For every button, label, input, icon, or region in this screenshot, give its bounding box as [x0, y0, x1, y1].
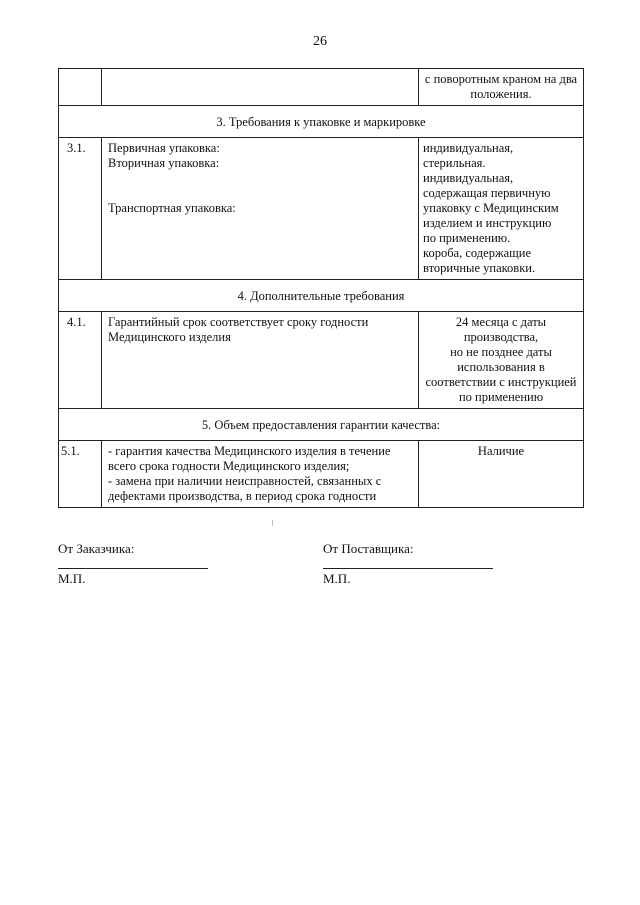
- value-line: 24 месяца с даты: [455, 315, 547, 329]
- row-value-cell: [419, 138, 584, 280]
- secondary-packaging-label: Вторичная упаковка:: [108, 156, 220, 170]
- row-description-cell: [102, 312, 419, 409]
- value-line: индивидуальная,: [423, 141, 514, 155]
- value-line: с поворотным краном на два: [424, 72, 578, 86]
- customer-signature-label: От Заказчика:: [58, 541, 135, 556]
- value-line: стерильная.: [423, 156, 486, 170]
- row-number: 3.1.: [59, 138, 102, 280]
- row-description-cell: [102, 69, 419, 106]
- value-line: но не позднее даты: [450, 345, 552, 359]
- section-heading-row: [59, 280, 584, 312]
- row-number: 5.1.: [59, 441, 102, 508]
- supplier-stamp-label: М.П.: [323, 571, 351, 586]
- row-description-cell: [102, 441, 419, 508]
- row-value-cell: [419, 312, 584, 409]
- description-line: - гарантия качества Медицинского изделия в течение: [108, 444, 391, 458]
- row-description-cell: [102, 138, 419, 280]
- supplier-signature-label: От Поставщика:: [323, 541, 414, 556]
- value-line: короба, содержащие: [423, 246, 531, 260]
- row-number: 4.1.: [59, 312, 102, 409]
- value-line: производства,: [463, 330, 539, 344]
- table-row-continuation: [59, 69, 584, 106]
- value-line: изделием и инструкцию: [423, 216, 552, 230]
- row-number-cell: [59, 69, 102, 106]
- value-line: использования в: [457, 360, 545, 374]
- transport-packaging-label: Транспортная упаковка:: [108, 201, 236, 215]
- section-heading-row: [59, 409, 584, 441]
- value-line: упаковку с Медицинским: [423, 201, 559, 215]
- specification-table-container: [58, 68, 584, 508]
- specification-table: [58, 68, 584, 508]
- description-line: Гарантийный срок соответствует сроку годности: [108, 315, 369, 329]
- value-line: по применению.: [423, 231, 511, 245]
- spacer: [108, 171, 412, 201]
- description-line: дефектами производства, в период срока годности: [108, 489, 377, 503]
- scan-mark: [272, 520, 273, 526]
- value-line: соответствии с инструкцией: [425, 375, 577, 389]
- table-row-5-1: [59, 441, 584, 508]
- description-line: Медицинского изделия: [108, 330, 231, 344]
- value-line: вторичные упаковки.: [423, 261, 536, 275]
- supplier-signature-line: [323, 568, 493, 569]
- value-line: Наличие: [477, 444, 525, 458]
- value-line: индивидуальная,: [423, 171, 514, 185]
- row-value-cell: [419, 441, 584, 508]
- table-row-3-1: [59, 138, 584, 280]
- primary-packaging-label: Первичная упаковка:: [108, 141, 220, 155]
- section-5-title: 5. Объем предоставления гарантии качества:: [59, 409, 584, 441]
- page-number: 26: [313, 34, 327, 49]
- value-line: по применению: [458, 390, 544, 404]
- table-row-4-1: [59, 312, 584, 409]
- description-line: - замена при наличии неисправностей, связанных с: [108, 474, 382, 488]
- section-3-title: 3. Требования к упаковке и маркировке: [59, 106, 584, 138]
- customer-stamp-label: М.П.: [58, 571, 86, 586]
- customer-signature-line: [58, 568, 208, 569]
- value-line: содержащая первичную: [423, 186, 551, 200]
- value-line: положения.: [470, 87, 532, 101]
- description-line: всего срока годности Медицинского изделия;: [108, 459, 350, 473]
- section-heading-row: [59, 106, 584, 138]
- row-value-cell: [419, 69, 584, 106]
- section-4-title: 4. Дополнительные требования: [59, 280, 584, 312]
